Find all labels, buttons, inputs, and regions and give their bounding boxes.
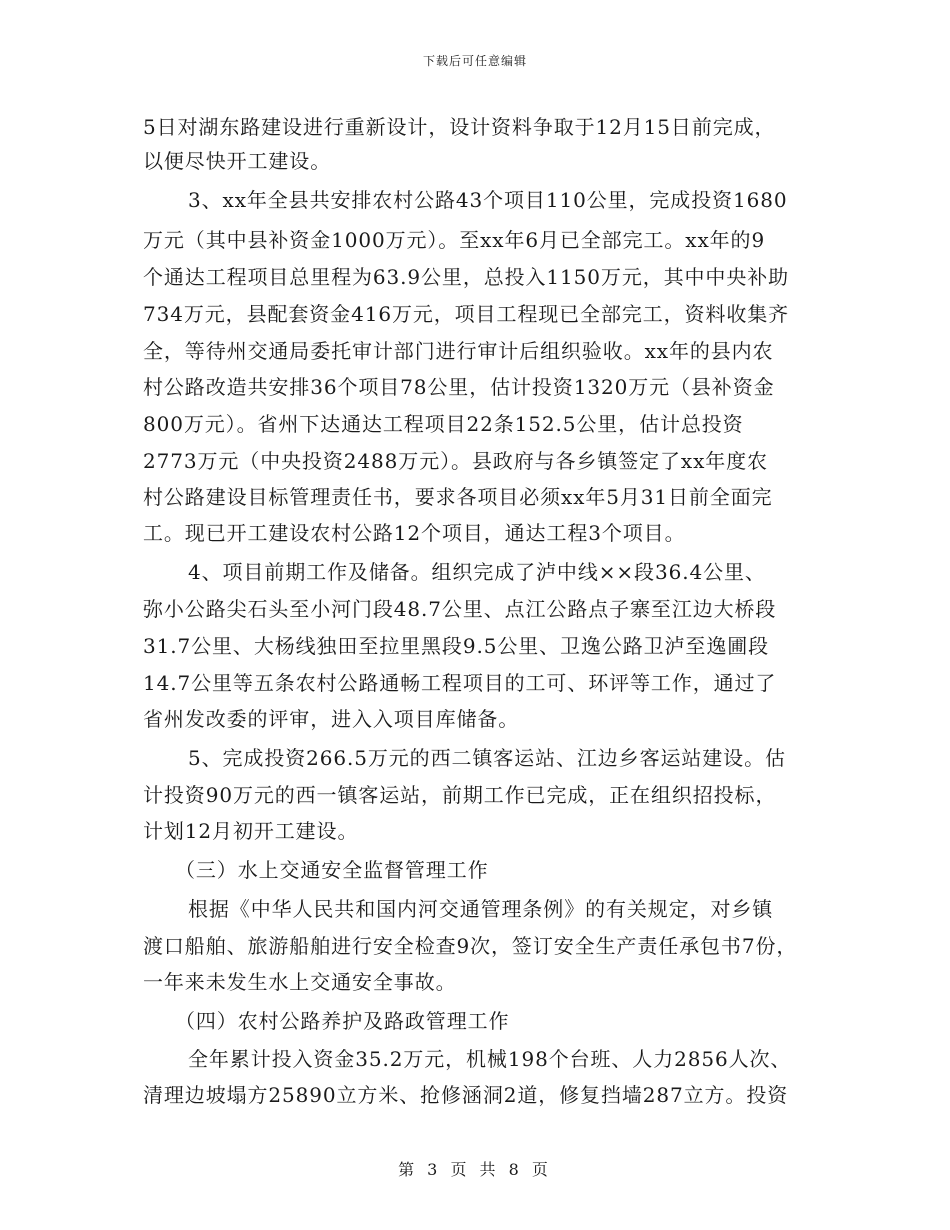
body-line: 村公路建设目标管理责任书，要求各项目必须xx年5月31日前全面完 (143, 485, 773, 509)
body-line: 弥小公路尖石头至小河门段48.7公里、点江公路点子寨至江边大桥段 (143, 597, 777, 621)
body-line: 工。现已开工建设农村公路12个项目，通达工程3个项目。 (143, 521, 686, 545)
body-line: 全，等待州交通局委托审计部门进行审计后组织验收。xx年的县内农 (143, 339, 774, 363)
body-line: 计投资90万元的西一镇客运站，前期工作已完成，正在组织招投标， (143, 783, 777, 807)
body-line: 2773万元（中央投资2488万元）。县政府与各乡镇签定了xx年度农 (143, 449, 768, 473)
body-line: 个通达工程项目总里程为63.9公里，总投入1150万元，其中中央补助 (143, 265, 790, 289)
body-line: 计划12月初开工建设。 (143, 819, 359, 843)
body-line: 以便尽快开工建设。 (143, 149, 332, 173)
body-line: 5日对湖东路建设进行重新设计，设计资料争取于12月15日前完成， (143, 115, 776, 139)
body-line: 省州发改委的评审，进入入项目库储备。 (143, 707, 520, 731)
body-line: 根据《中华人民共和国内河交通管理条例》的有关规定，对乡镇 (188, 897, 774, 921)
body-line: 渡口船舶、旅游船舶进行安全检查9次，签订安全生产责任承包书7份， (143, 934, 798, 958)
body-line: 清理边坡塌方25890立方米、抢修涵洞2道，修复挡墙287立方。投资 (143, 1083, 789, 1107)
body-line: 村公路改造共安排36个项目78公里，估计投资1320万元（县补资金 (143, 375, 775, 399)
section-heading: （四）农村公路养护及路政管理工作 (175, 1009, 510, 1033)
page-number-footer: 第 3 页 共 8 页 (398, 1160, 552, 1179)
body-line: 734万元，县配套资金416万元，项目工程现已全部完工，资料收集齐 (143, 302, 790, 326)
body-line: 31.7公里、大杨线独田至拉里黑段9.5公里、卫逸公路卫泸至逸圃段 (143, 634, 770, 658)
body-line: 万元（其中县补资金1000万元）。至xx年6月已全部完工。xx年的9 (143, 228, 766, 252)
section-heading: （三）水上交通安全监督管理工作 (175, 858, 489, 882)
body-line: 800万元）。省州下达通达工程项目22条152.5公里，估计总投资 (143, 412, 744, 436)
body-line: 4、项目前期工作及储备。组织完成了泸中线××段36.4公里、 (188, 560, 766, 584)
body-line: 全年累计投入资金35.2万元，机械198个台班、人力2856人次、 (188, 1047, 792, 1071)
body-line: 5、完成投资266.5万元的西二镇客运站、江边乡客运站建设。估 (188, 746, 786, 770)
body-line: 14.7公里等五条农村公路通畅工程项目的工可、环评等工作，通过了 (143, 671, 777, 695)
body-line: 3、xx年全县共安排农村公路43个项目110公里，完成投资1680 (188, 188, 788, 212)
body-line: 一年来未发生水上交通安全事故。 (143, 970, 457, 994)
page-header-note: 下载后可任意编辑 (422, 54, 527, 68)
